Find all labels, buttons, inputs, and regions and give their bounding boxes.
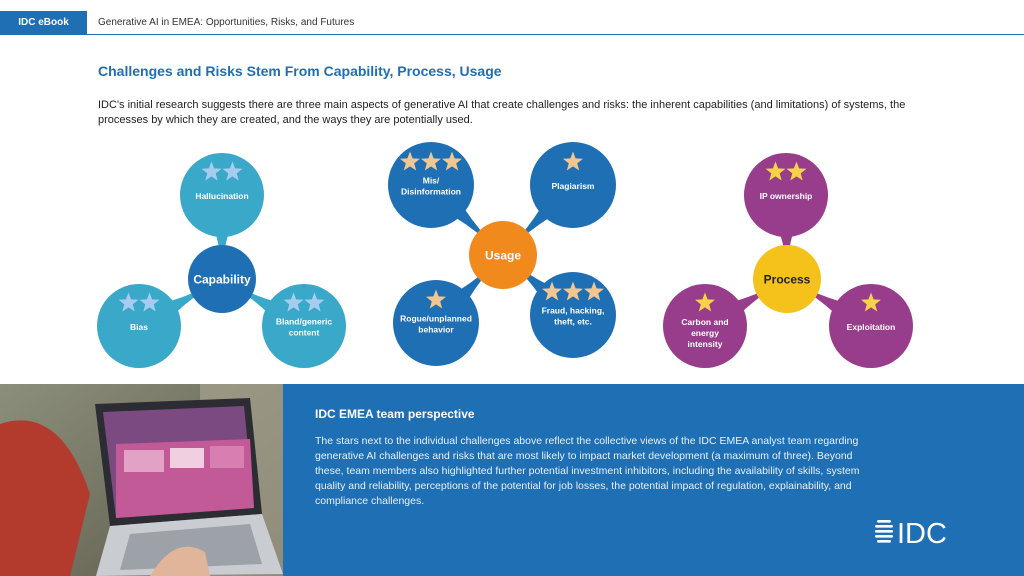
intro-paragraph: IDC's initial research suggests there are three main aspects of generative AI that create challenges and risks: the inherent capabilities (and limitations) of systems, the processes by which they are created, and the ways they are potentially used. [98, 99, 906, 126]
ebook-tag: IDC eBook [0, 11, 87, 35]
page-heading: Challenges and Risks Stem From Capability, Process, Usage [98, 63, 502, 79]
cluster-capability [97, 153, 346, 368]
petal-label: Rogue/unplanned behavior [400, 313, 472, 335]
svg-text:IDC: IDC [897, 518, 947, 546]
ebook-title: Generative AI in EMEA: Opportunities, Risks, and Futures [98, 17, 355, 28]
cluster-usage [388, 142, 616, 366]
petal-label: Fraud, hacking, theft, etc. [541, 305, 605, 327]
petal-label: Bias [130, 322, 148, 332]
petal-label: Exploitation [846, 322, 896, 332]
cluster-process [663, 153, 913, 368]
center-label: Process [763, 272, 811, 287]
team-perspective-panel [283, 384, 1024, 576]
panel-title: IDC EMEA team perspective [315, 407, 475, 421]
idc-logo [875, 516, 967, 546]
petal-label: Mis/ Disinformation [401, 175, 461, 197]
petal-label: Carbon and energy intensity [681, 317, 729, 349]
laptop-photo [0, 384, 283, 576]
center-label: Usage [484, 248, 522, 263]
petal-label: IP ownership [759, 191, 813, 201]
center-label: Capability [193, 272, 251, 287]
panel-text: The stars next to the individual challenges above reflect the collective views of the IDC EMEA analyst team regarding generative AI challenges and risks that are most likely to impact market development (a maximum of three). Beyond these, team members also highlighted further potential investment inhibitors, including the availability of skills, system quality and reliability, perceptions of the potential for job losses, the potential impact of regulation, explainability, and compliance challenges. [315, 435, 860, 507]
petal-label: Bland/generic content [275, 316, 333, 338]
petal-label: Plagiarism [551, 181, 595, 191]
petal-label: Hallucination [195, 191, 249, 201]
